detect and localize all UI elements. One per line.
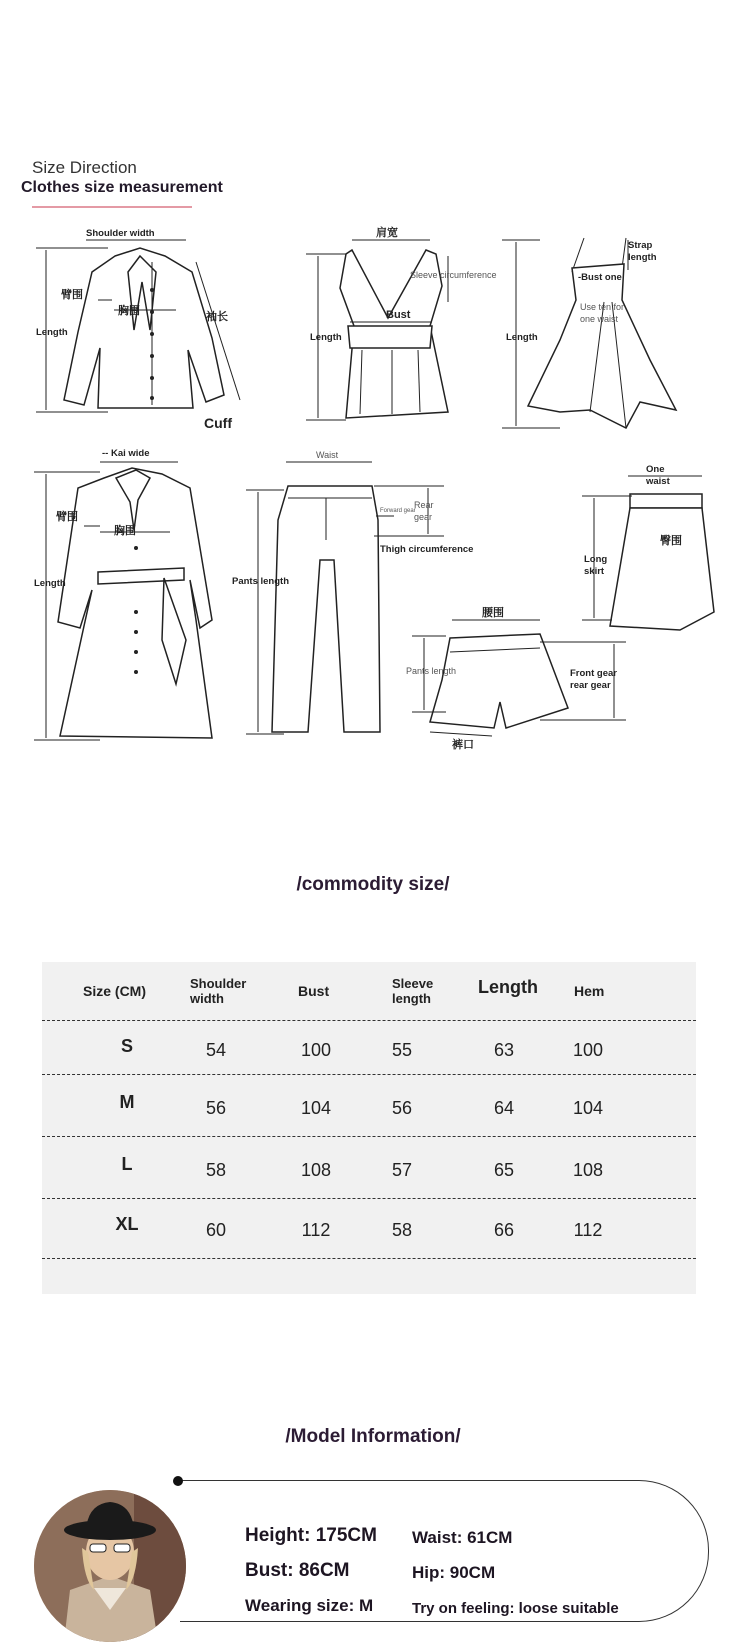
cell-bust: 108 <box>300 1160 332 1180</box>
shorts-gear-label: Front gear <box>570 668 617 679</box>
measurement-diagram <box>0 220 746 760</box>
table-row <box>42 1136 696 1198</box>
pants-rear-label: Rear <box>414 500 434 510</box>
cell-length: 63 <box>493 1040 515 1060</box>
model-hip: Hip: 90CM <box>412 1563 496 1582</box>
header-shoulder: Shoulder width <box>190 976 247 1006</box>
vest-bust-label: Bust <box>386 309 411 321</box>
vest-shoulder-label: 肩宽 <box>376 226 398 239</box>
cell-shoulder: 58 <box>205 1160 227 1180</box>
cell-bust: 104 <box>300 1098 332 1118</box>
cell-hem: 100 <box>572 1040 604 1060</box>
shorts-waist-label: 腰围 <box>482 606 504 619</box>
table-divider <box>42 1258 696 1259</box>
shirt-length-label: Length <box>36 327 68 338</box>
table-row <box>42 1074 696 1136</box>
pants-forward-label: Forward gear <box>380 508 416 514</box>
table-row <box>42 1198 696 1258</box>
shirt-shoulder-label: Shoulder width <box>86 228 155 239</box>
cell-shoulder: 56 <box>205 1098 227 1118</box>
coat-kai-label: -- Kai wide <box>102 448 150 459</box>
skirt-waist-label-2: waist <box>646 476 670 487</box>
model-height: Height: 175CM <box>245 1525 377 1546</box>
skirt-length-label: Long <box>584 554 608 565</box>
header-hem: Hem <box>574 983 605 999</box>
dress-length-label: Length <box>506 332 538 343</box>
dress-strap-label: Strap <box>628 240 653 251</box>
model-feeling: Try on feeling: loose suitable <box>412 1600 619 1617</box>
skirt-illustration <box>582 476 714 630</box>
header-bust: Bust <box>298 983 330 999</box>
size-table <box>42 962 696 1294</box>
model-photo-art <box>34 1490 186 1642</box>
shorts-hem-label: 裤口 <box>452 738 474 751</box>
pants-thigh-label: Thigh circumference <box>380 544 474 555</box>
cell-sleeve: 58 <box>391 1220 413 1240</box>
cell-size: M <box>119 1092 135 1112</box>
header-title: Clothes size measurement <box>21 179 223 196</box>
shorts-gear-label-2: rear gear <box>570 680 611 691</box>
model-info-heading: /Model Information/ <box>285 1426 461 1447</box>
shirt-bust-label: 胸围 <box>118 304 140 317</box>
model-photo <box>34 1490 186 1642</box>
cell-sleeve: 57 <box>391 1160 413 1180</box>
dress-strap-label-2: length <box>628 252 657 263</box>
pants-length-label: Pants length <box>232 576 290 587</box>
shorts-length-label: Pants length <box>406 666 457 676</box>
skirt-hip-label: 臀围 <box>660 534 682 547</box>
cell-length: 65 <box>493 1160 515 1180</box>
model-bust: Bust: 86CM <box>245 1560 350 1581</box>
table-row <box>42 1020 696 1074</box>
skirt-waist-label: One <box>646 464 665 475</box>
shirt-arm-label: 臂围 <box>61 288 83 301</box>
header-subtitle: Size Direction <box>32 158 137 177</box>
cell-hem: 104 <box>572 1098 604 1118</box>
dress-waist-label-2: one waist <box>580 314 619 324</box>
cell-bust: 100 <box>300 1040 332 1060</box>
cell-sleeve: 56 <box>391 1098 413 1118</box>
model-waist: Waist: 61CM <box>412 1528 513 1547</box>
coat-bust-label: 胸围 <box>114 524 136 537</box>
header-sleeve: Sleeve length <box>392 976 434 1006</box>
cell-shoulder: 54 <box>205 1040 227 1060</box>
vest-illustration <box>306 240 448 420</box>
cell-bust: 112 <box>301 1220 331 1240</box>
header-length: Length <box>478 977 538 997</box>
header-underline <box>32 206 192 208</box>
dress-bust-label: -Bust one <box>578 272 622 283</box>
header-size: Size (CM) <box>83 983 146 999</box>
card-dot <box>173 1476 183 1486</box>
dress-waist-label: Use ten for <box>580 302 625 312</box>
shirt-cuff-label: Cuff <box>204 415 232 431</box>
cell-length: 64 <box>493 1098 515 1118</box>
cell-shoulder: 60 <box>205 1220 227 1240</box>
coat-length-label: Length <box>34 578 66 589</box>
pants-waist-label: Waist <box>316 450 339 460</box>
vest-sleeve-label: Sleeve circumference <box>410 270 497 280</box>
cell-length: 66 <box>493 1220 515 1240</box>
coat-arm-label: 臂围 <box>56 510 78 523</box>
commodity-size-heading: /commodity size/ <box>296 874 450 895</box>
cell-size: S <box>120 1036 133 1056</box>
cell-hem: 108 <box>572 1160 604 1180</box>
shirt-illustration <box>36 240 240 412</box>
table-header-row <box>42 962 696 1020</box>
vest-length-label: Length <box>310 332 342 343</box>
shirt-sleeve-label: 袖长 <box>206 310 228 323</box>
skirt-length-label-2: skirt <box>584 566 605 577</box>
cell-hem: 112 <box>573 1220 603 1240</box>
cell-sleeve: 55 <box>391 1040 413 1060</box>
coat-illustration <box>34 462 212 740</box>
model-wearing-size: Wearing size: M <box>245 1596 374 1615</box>
pants-rear-label-2: gear <box>414 512 433 522</box>
cell-size: L <box>121 1154 133 1174</box>
cell-size: XL <box>115 1214 139 1234</box>
